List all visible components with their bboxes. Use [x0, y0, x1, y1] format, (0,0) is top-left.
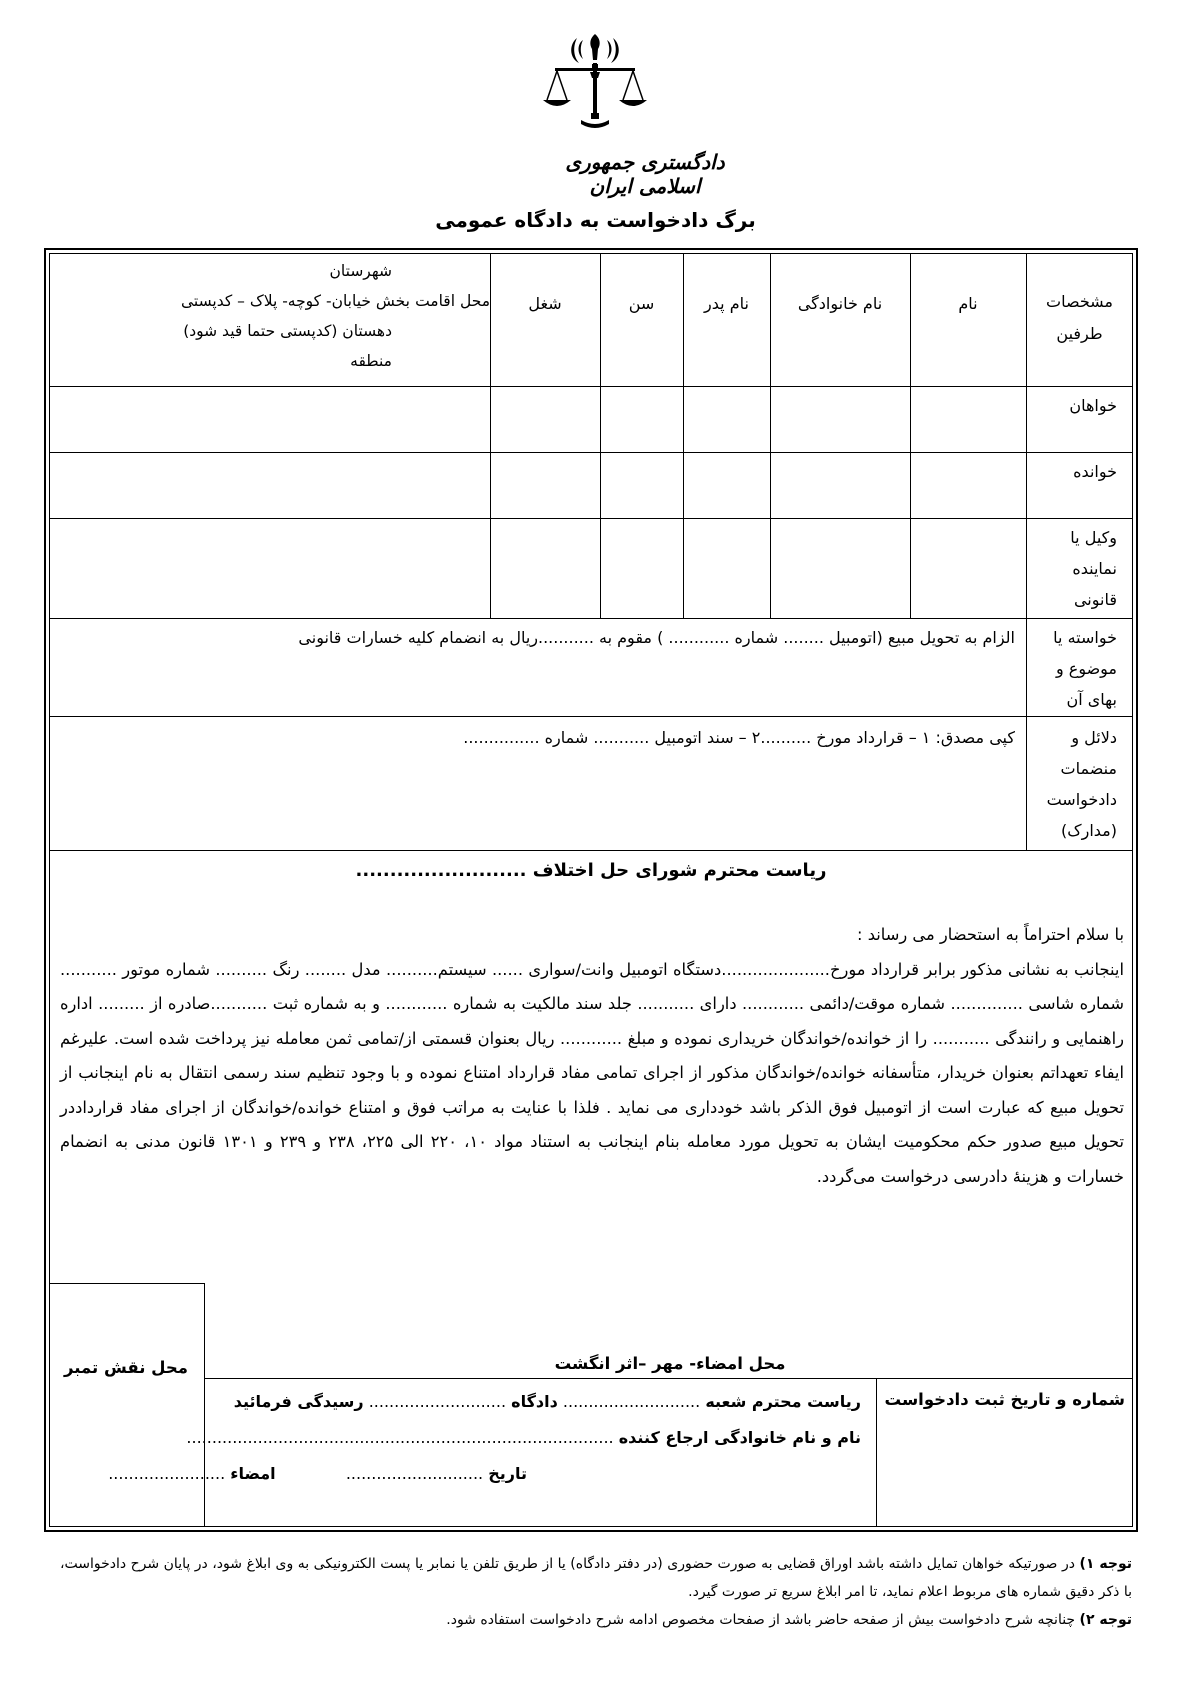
row-representative-2: نماینده	[1072, 559, 1117, 578]
note-2: توجه ۲) چنانچه شرح دادخواست بیش از صفحه حاضر باشد از صفحات مخصوص ادامه شرح دادخواست استفاده شود.	[446, 1612, 1132, 1628]
claim-label-3: بهای آن	[1066, 690, 1117, 709]
judiciary-emblem-icon	[535, 28, 655, 143]
petition-text: اینجانب به نشانی مذکور برابر قرارداد مورخ.....................دستگاه اتومبیل وانت/سواری ...... سیستم.......... مدل ........ رنگ .......... شماره موتور ........... شماره شاسی .............. شماره موقت/دائمی ............ دارای ........... جلد سند مالکیت به شماره ............ و به شماره ثبت ...........صادره از ......... اداره راهنمایی و رانندگی ........... را از خوانده/خواندگان خریداری نموده و مبلغ ............ ریال بعنوان قسمتی از/تمامی ثمن معامله نیز پرداخت شده است. علیرغم ایفاء تعهداتم بعنوان خریدار، متأسفانه خوانده/خواندگان مذکور از اجرای تمامی مفاد قرارداد امتناع نموده و با وجود تنظیم سند رسمی انتقال به نام اینجانب از تحویل مبیع که عبارت است از اتومبیل فوق الذکر باشد خودداری می نماید . فلذا با عنایت به مراتب فوق و امتناع خوانده/خواندگان از اجرای مفاد قرارداددر تحویل مبیع صدور حکم محکومیت ایشان به تحویل مورد معامله بنام اینجانب به استناد مواد ۱۰، ۲۲۰ الی ۲۲۵، ۲۳۸ و ۲۳۹ و ۱۳۰۱ قانون مدنی به انضمام خسارات و هزینهٔ دادرسی درخواست می‌گردد.	[60, 959, 1125, 1186]
petition-body	[60, 918, 1124, 1194]
row-plaintiff: خواهان	[1069, 396, 1117, 415]
address-line-1: شهرستان	[329, 262, 392, 280]
address-line-3: دهستان (کدپستی حتما قید شود)	[183, 322, 392, 340]
notes	[60, 1550, 1132, 1634]
stamp-place-label: محل نقش تمبر	[64, 1358, 188, 1377]
claim-label-1: خواسته یا	[1053, 628, 1117, 647]
parties-header-label-line2: طرفین	[1056, 324, 1103, 343]
judiciary-name: دادگستری جمهوری اسلامی ایران	[565, 150, 725, 198]
col-age: سن	[628, 294, 655, 313]
referral-line-1: ریاست محترم شعبه ........................... دادگاه ........................... رسیدگی فرمائید	[233, 1392, 861, 1411]
col-name: نام	[958, 294, 978, 313]
col-residence-label: محل اقامت	[415, 292, 490, 310]
claim-label-2: موضوع و	[1055, 659, 1117, 678]
petition-greeting: با سلام احتراماً به استحضار می رساند :	[857, 925, 1124, 944]
evidence-label-1: دلائل و	[1071, 728, 1117, 747]
registration-label: شماره و تاریخ ثبت دادخواست	[884, 1390, 1125, 1409]
note-1: توجه ۱) در صورتیکه خواهان تمایل داشته باشد اوراق قضایی به صورت حضوری (در دفتر دادگاه) یا از طریق تلفن یا نمابر یا پست الکترونیکی به وی ابلاغ شود، در پایان شرح دادخواست، با ذکر دقیق شماره های مربوط اعلام نماید، تا امر ابلاغ سریع تر صورت گیرد.	[60, 1556, 1132, 1600]
row-representative-1: وکیل یا	[1070, 528, 1117, 547]
form-frame-inner	[49, 253, 1133, 1527]
form-title: برگ دادخواست به دادگاه عمومی	[435, 208, 756, 232]
signature-place-label: محل امضاء- مهر –اثر انگشت	[554, 1354, 786, 1373]
col-family-name: نام خانوادگی	[797, 294, 883, 313]
parties-header-label-line1: مشخصات	[1046, 292, 1113, 311]
petition-heading: ریاست محترم شورای حل اختلاف .........................	[355, 860, 827, 881]
evidence-value: کپی مصدق: ۱ – قرارداد مورخ ..........۲ – سند اتومبیل ........... شماره ...............	[463, 728, 1015, 747]
evidence-label-3: دادخواست	[1046, 790, 1117, 809]
col-occupation: شغل	[528, 294, 562, 313]
row-representative-3: قانونی	[1073, 590, 1117, 609]
row-defendant: خوانده	[1073, 462, 1117, 481]
referral-line-2: نام و نام خانوادگی ارجاع کننده ....................................................................................	[186, 1428, 861, 1447]
col-father-name: نام پدر	[704, 294, 749, 313]
evidence-label-4: (مدارک)	[1061, 821, 1117, 840]
evidence-label-2: منضمات	[1060, 759, 1117, 778]
referral-line-3: تاریخ ........................... امضاء .......................	[108, 1464, 527, 1483]
address-line-2: بخش خیابان- کوچه- پلاک – کدپستی	[180, 292, 410, 310]
address-line-4: منطقه	[350, 352, 392, 370]
claim-value: الزام به تحویل مبیع (اتومبیل ........ شماره ............ ) مقوم به ...........ریال به انضمام کلیه خسارات قانونی	[298, 628, 1015, 647]
